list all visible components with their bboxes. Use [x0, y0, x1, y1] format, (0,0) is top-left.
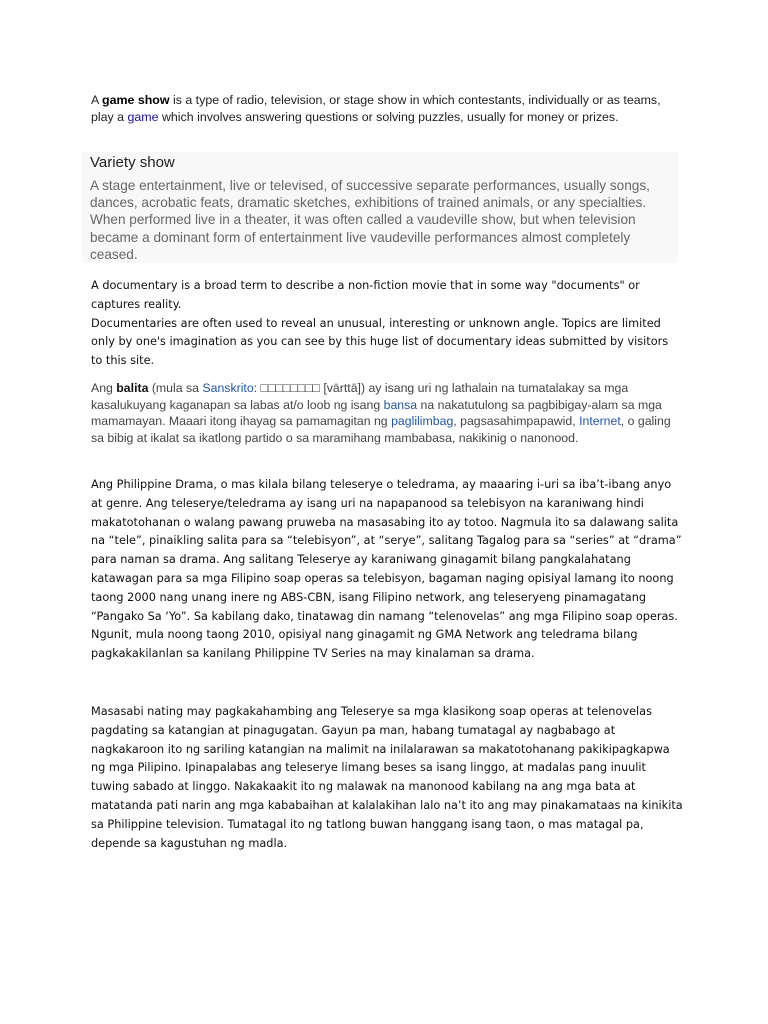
balita-text-pre: Ang: [91, 381, 117, 395]
teleserye-paragraph-1: Ang Philippine Drama, o mas kilala bilang teleserye o teledrama, ay maaaring i-uri sa iba’t-ibang anyo at genre. Ang teleserye/teledrama ay isang uri na napapanood sa telebisyon na karaniwang hindi makatotohanan o walang pawang pruweba na masasabing ito ay totoo. Nagmula ito sa dalawang salita na “tele”, pinaikling salita para sa “telebisyon”, at “serye”, salitang Tagalog para sa “series” at “drama” para naman sa drama. Ang salitang Teleserye ay karaniwang ginagamit bilang pangkalahatang katawagan para sa mga Filipino soap operas sa telebisyon, bagaman naging opisiyal lamang ito noong taong 2000 nang unang inere ng ABS-CBN, isang Filipino network, ang teleseryeng pinamagatang “Pangako Sa ‘Yo”. Sa kabilang dako, tinatawag din namang “telenovelas” ang mga Filipino soap operas. Ngunit, mula noong taong 2010, opisiyal nang ginagamit ng GMA Network ang teledrama bilang pagkakakilanlan sa kanilang Philippine TV Series na may kinalaman sa drama.: [91, 478, 682, 661]
teleserye-section-1: [91, 476, 685, 664]
variety-show-definition: A stage entertainment, live or televised, of successive separate performances, usually songs, dances, acrobatic feats, dramatic sketches, exhibitions of trained animals, or any specialties. When performed live in a theater, it was often called a vaudeville show, but when television became a dominant form of entertainment live vaudeville performances almost completely ceased.: [90, 178, 650, 262]
game-show-paragraph: [91, 92, 681, 125]
teleserye-section-2: [91, 703, 685, 853]
teleserye-paragraph-2: Masasabi nating may pagkakahambing ang Teleserye sa mga klasikong soap operas at telenovelas pagdating sa katangian at pinagugatan. Gayun pa man, habang tumatagal ay nagbabago at nagkakaroon ito ng sariling katangian na malimit na inilalarawan sa makatotohanang pakikipagkapwa ng mga Pilipino. Ipinapalabas ang teleserye limang beses sa isang linggo, at madalas pang inuulit tuwing sabado at linggo. Nakakaakit ito ng malawak na manonood kabilang na ang mga bata at matatanda pati narin ang mga kababaihan at kalalakihan lalo na’t ito ang may pinakamataas na kinikita sa Philippine television. Tumatagal ito ng tatlong buwan hanggang isang taon, o mas matagal pa, depende sa kagustuhan ng madla.: [91, 705, 683, 850]
internet-link[interactable]: Internet: [579, 414, 621, 429]
game-show-text-post: which involves answering questions or solving puzzles, usually for money or prizes.: [158, 109, 619, 124]
game-show-term: game show: [102, 93, 170, 107]
paglilimbag-link[interactable]: paglilimbag: [391, 414, 454, 429]
game-show-text-mid: is a type of radio, television, or stage show in which contestants, individually or as teams, play a: [91, 93, 661, 124]
game-show-text-pre: A: [91, 93, 103, 107]
documentary-section: [91, 277, 681, 371]
balita-paragraph: [91, 380, 671, 446]
balita-text-1: (mula sa: [148, 381, 203, 395]
balita-term: balita: [116, 381, 149, 395]
documentary-paragraph-2: Documentaries are often used to reveal an unusual, interesting or unknown angle. Topics are limited only by one's imagination as you can see by this huge list of documentary ideas submitted by visitors to this site.: [91, 316, 669, 368]
game-link[interactable]: game: [127, 109, 159, 124]
sanskrito-link[interactable]: Sanskrito: [202, 381, 254, 395]
balita-text-3: na nakatutulong sa pagbibigay-alam sa mga mamamayan. Maaari itong ihayag sa pamamagitan ng: [91, 397, 662, 429]
balita-text-5: , o galing sa bibig at ikalat sa ikatlong partido o sa maramihang mambabasa, nakikinig o nanonood.: [91, 414, 671, 445]
balita-text-2: : □□□□□□□□ [vārttā]) ay isang uri ng lathalain na tumatalakay sa mga kasalukuyang kaganapan sa labas at/o loob ng isang: [91, 381, 629, 412]
bansa-link[interactable]: bansa: [383, 397, 418, 412]
variety-show-box: [82, 152, 678, 263]
documentary-paragraph-1: A documentary is a broad term to describe a non-fiction movie that in some way "documents" or captures reality.: [91, 279, 640, 311]
balita-text-4: , pagsasahimpapawid,: [453, 414, 580, 429]
variety-show-heading: Variety show: [90, 154, 175, 171]
